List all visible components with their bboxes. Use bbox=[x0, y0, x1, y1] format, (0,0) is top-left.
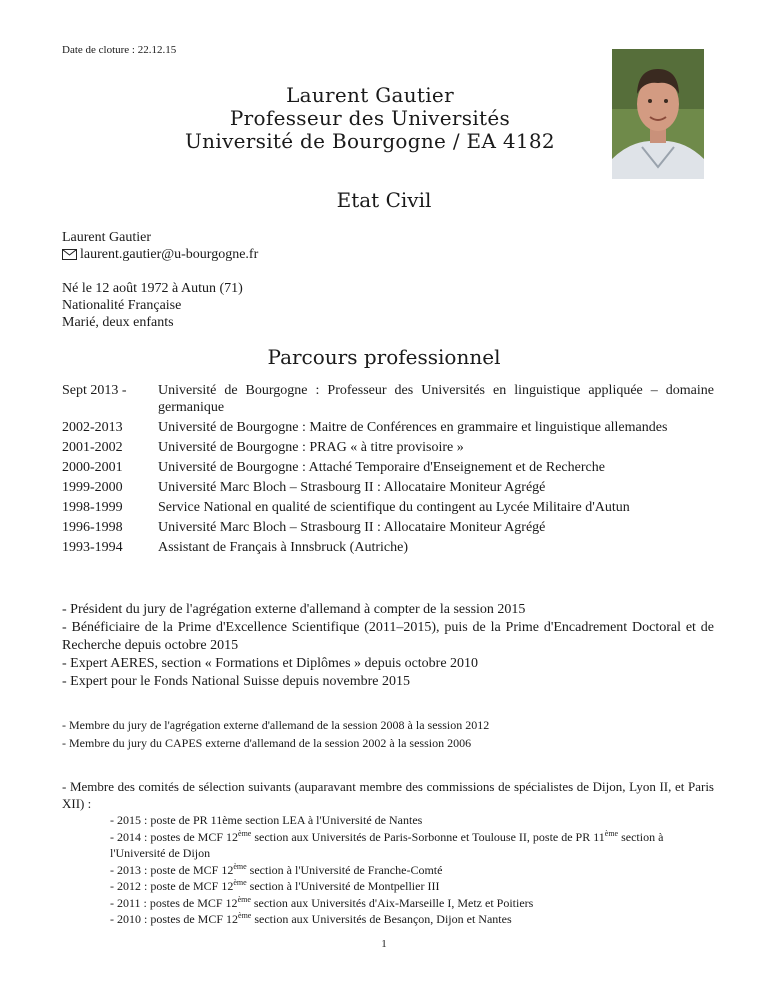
list-item: - 2012 : poste de MCF 12ème section à l'Université de Montpellier III bbox=[110, 878, 440, 893]
career-row bbox=[62, 382, 714, 416]
page-number: 1 bbox=[381, 938, 387, 950]
career-desc: Université Marc Bloch – Strasbourg II : Allocataire Moniteur Agrégé bbox=[158, 480, 546, 495]
career-date: 2000-2001 bbox=[62, 460, 123, 475]
career-row bbox=[62, 479, 714, 496]
career-desc: Université de Bourgogne : Professeur des Universités en linguistique appliquée – domaine germanique bbox=[158, 383, 714, 415]
juries-list bbox=[62, 716, 714, 752]
header-block bbox=[150, 84, 590, 153]
email-line bbox=[62, 246, 258, 263]
career-date: 2002-2013 bbox=[62, 420, 123, 435]
career-date: 2001-2002 bbox=[62, 440, 123, 455]
career-date: Sept 2013 - bbox=[62, 383, 127, 398]
header-name: Laurent Gautier bbox=[286, 83, 454, 107]
list-item: - 2013 : poste de MCF 12ème section à l'Université de Franche-Comté bbox=[110, 861, 443, 877]
list-item: - Président du jury de l'agrégation externe d'allemand à compter de la session 2015 bbox=[62, 602, 526, 617]
comites-intro: - Membre des comités de sélection suivants (auparavant membre des commissions de spécialistes de Dijon, Lyon II, et Paris XII) : bbox=[62, 779, 714, 811]
career-desc: Université de Bourgogne : PRAG « à titre provisoire » bbox=[158, 440, 464, 455]
portrait-image bbox=[612, 49, 704, 179]
list-item: - Expert pour le Fonds National Suisse depuis novembre 2015 bbox=[62, 674, 411, 689]
birth-info: Né le 12 août 1972 à Autun (71) bbox=[62, 281, 243, 296]
career-table bbox=[62, 382, 714, 559]
list-item: - 2010 : postes de MCF 12ème section aux Universités de Besançon, Dijon et Nantes bbox=[110, 911, 512, 926]
career-date: 1993-1994 bbox=[62, 540, 123, 555]
career-row bbox=[62, 419, 714, 436]
list-item: - Bénéficiaire de la Prime d'Excellence Scientifique (2011–2015), puis de la Prime d'Encadrement Doctoral et de Recherche depuis octobre 2015 bbox=[62, 620, 714, 653]
career-desc: Assistant de Français à Innsbruck (Autriche) bbox=[158, 540, 408, 555]
career-date: 1999-2000 bbox=[62, 480, 123, 495]
parcours-heading: Parcours professionnel bbox=[267, 345, 501, 369]
career-desc: Université de Bourgogne : Maitre de Conférences en grammaire et linguistique allemandes bbox=[158, 420, 668, 435]
list-item: - 2014 : postes de MCF 12ème section aux Universités de Paris-Sorbonne et Toulouse II, poste de PR 11ème section à l'Université de Dijon bbox=[110, 828, 664, 860]
activities-list bbox=[62, 601, 714, 691]
career-row bbox=[62, 519, 714, 536]
email-link[interactable]: laurent.gautier@u-bourgogne.fr bbox=[80, 247, 259, 262]
header-affiliation: Université de Bourgogne / EA 4182 bbox=[185, 129, 555, 153]
list-item: - 2015 : poste de PR 11ème section LEA à l'Université de Nantes bbox=[110, 813, 423, 827]
career-desc: Université Marc Bloch – Strasbourg II : Allocataire Moniteur Agrégé bbox=[158, 520, 546, 535]
career-row bbox=[62, 539, 714, 556]
career-row bbox=[62, 459, 714, 476]
list-item: - Membre du jury du CAPES externe d'allemand de la session 2002 à la session 2006 bbox=[62, 736, 472, 750]
comites-list bbox=[110, 812, 714, 928]
etat-civil-heading: Etat Civil bbox=[336, 188, 432, 212]
list-item: - Expert AERES, section « Formations et Diplômes » depuis octobre 2010 bbox=[62, 656, 479, 671]
career-desc: Service National en qualité de scientifique du contingent au Lycée Militaire d'Autun bbox=[158, 500, 630, 515]
etat-civil-name: Laurent Gautier bbox=[62, 230, 152, 245]
nationality: Nationalité Française bbox=[62, 298, 182, 313]
closing-date: Date de cloture : 22.12.15 bbox=[62, 44, 177, 56]
career-row bbox=[62, 439, 714, 456]
career-date: 1996-1998 bbox=[62, 520, 123, 535]
family-status: Marié, deux enfants bbox=[62, 315, 174, 330]
list-item: - 2011 : postes de MCF 12ème section aux Universités d'Aix-Marseille I, Metz et Poitiers bbox=[110, 894, 534, 910]
profile-photo bbox=[612, 49, 704, 179]
career-date: 1998-1999 bbox=[62, 500, 123, 515]
envelope-icon bbox=[62, 249, 77, 260]
career-desc: Université de Bourgogne : Attaché Temporaire d'Enseignement et de Recherche bbox=[158, 460, 605, 475]
header-title: Professeur des Universités bbox=[229, 106, 511, 130]
career-row bbox=[62, 499, 714, 516]
list-item: - Membre du jury de l'agrégation externe d'allemand de la session 2008 à la session 2012 bbox=[62, 718, 490, 732]
